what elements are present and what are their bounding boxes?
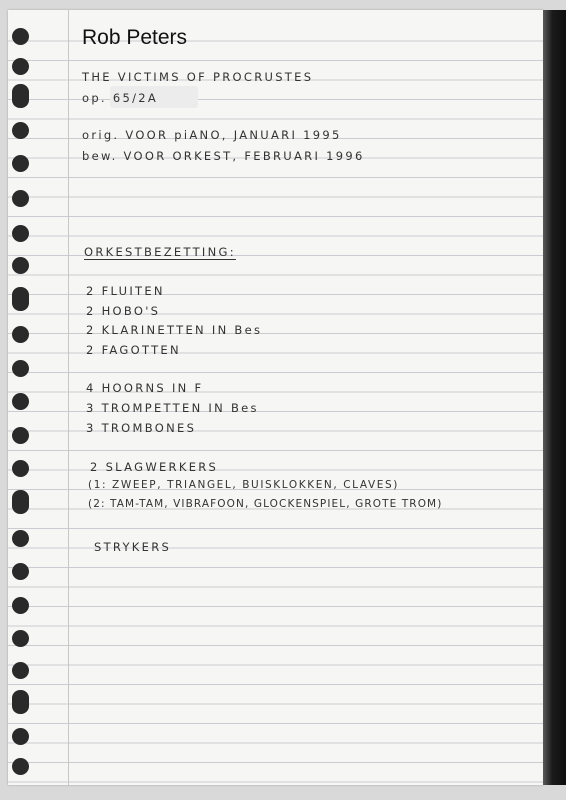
instrument-line: 4 HOORNS IN F	[86, 381, 204, 395]
margin-line	[68, 10, 69, 785]
binder-hole	[12, 28, 29, 45]
instrument-line: 2 HOBO'S	[86, 304, 161, 318]
instrument-line: 2 FAGOTTEN	[86, 343, 181, 357]
binder-hole	[12, 58, 29, 75]
binder-hole	[12, 460, 29, 477]
binder-hole	[12, 427, 29, 444]
arrangement-line: bew. VOOR ORKEST, FEBRUARI 1996	[82, 149, 365, 163]
instrument-line: 2 KLARINETTEN IN Bes	[86, 323, 263, 337]
piece-title: THE VICTIMS OF PROCRUSTES	[82, 70, 314, 84]
binder-hole	[12, 155, 29, 172]
percussion-detail: (1: ZWEEP, TRIANGEL, BUISKLOKKEN, CLAVES)	[88, 479, 399, 491]
scan-edge	[543, 10, 566, 785]
binder-hole	[12, 287, 29, 311]
notebook-paper	[8, 10, 543, 785]
binder-hole	[12, 630, 29, 647]
instrument-line: 2 SLAGWERKERS	[90, 460, 219, 474]
binder-hole	[12, 225, 29, 242]
original-version-line: orig. VOOR piANO, JANUARI 1995	[82, 128, 342, 142]
binder-hole	[12, 490, 29, 514]
binder-hole	[12, 728, 29, 745]
binder-hole	[12, 84, 29, 108]
binder-hole	[12, 393, 29, 410]
binder-hole	[12, 326, 29, 343]
opus-number: op. 65/2A	[82, 91, 159, 105]
binder-hole	[12, 690, 29, 714]
author-header: Rob Peters	[82, 26, 188, 49]
binder-hole	[12, 190, 29, 207]
instrument-line: 3 TROMBONES	[86, 421, 197, 435]
binder-hole	[12, 597, 29, 614]
binder-hole	[12, 122, 29, 139]
percussion-detail: (2: TAM-TAM, VIBRAFOON, GLOCKENSPIEL, GROTE TROM)	[88, 498, 443, 510]
binder-hole	[12, 257, 29, 274]
instrument-line: 2 FLUITEN	[86, 284, 165, 298]
binder-hole	[12, 530, 29, 547]
binder-hole	[12, 360, 29, 377]
instrument-line: STRYKERS	[94, 540, 172, 554]
binder-hole	[12, 563, 29, 580]
binder-hole	[12, 758, 29, 775]
instrument-line: 3 TROMPETTEN IN Bes	[86, 401, 259, 415]
section-heading: ORKESTBEZETTING:	[84, 245, 236, 259]
binder-hole	[12, 662, 29, 679]
